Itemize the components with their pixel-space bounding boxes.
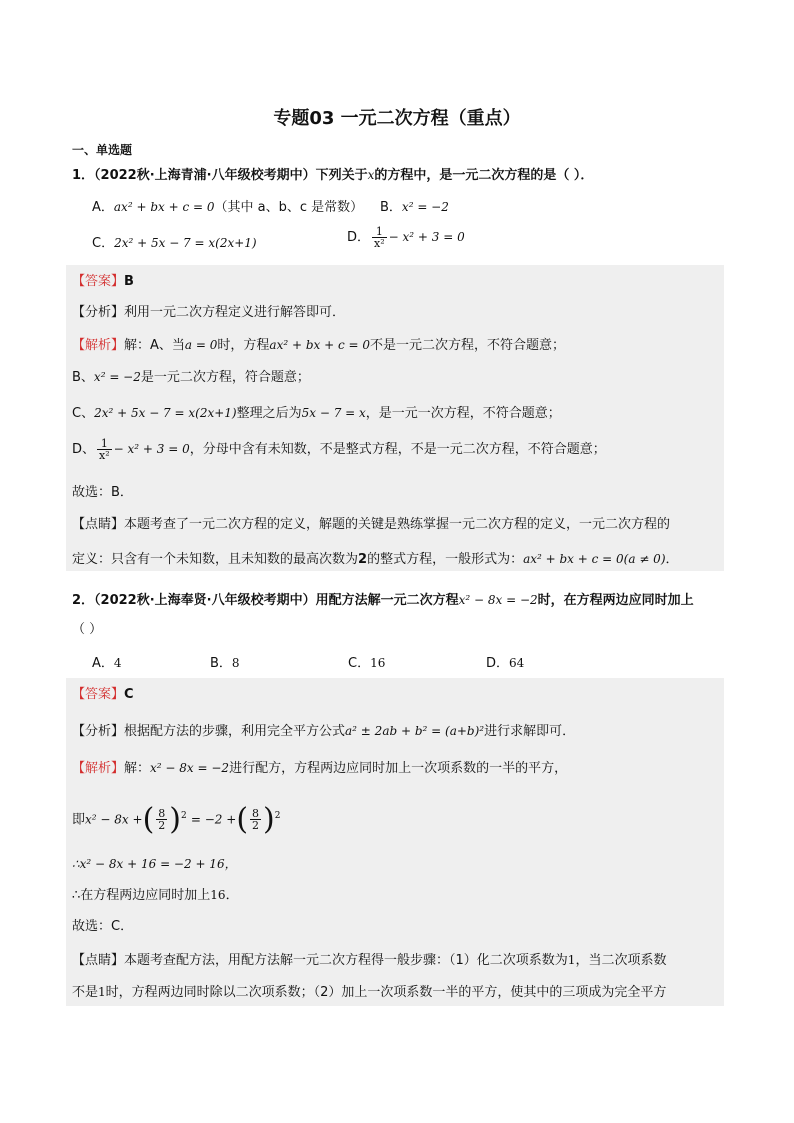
q1-solution-line4: D、 $\frac{1}{\text{x²}}$ − x² + 3 = 0，分母中含有未知数，不是整式方程，不是一元二次方程，不符合题意；: [72, 437, 606, 462]
q2-solution-line2: 即x² − 8x +( $\frac{8}{2}$ )$^2$ = −2 +( $\frac{8}{2}$ )$^2$: [72, 801, 281, 837]
q2-solution-line3: ∴x² − 8x + 16 = −2 + 16，: [72, 857, 237, 871]
q1-option-a: A．ax² + bx + c = 0（其中 a、b、c 是常数）: [92, 200, 364, 215]
q1-option-c: C．2x² + 5x − 7 = x(2x+1): [92, 236, 257, 251]
q2-stem-paren: （ ）: [72, 622, 103, 637]
q2-analysis: 【分析】根据配方法的步骤，利用完全平方公式a² ± 2ab + b² = (a+b)²进行求解即可．: [72, 724, 576, 739]
fraction: $\frac{1}{\text{x²}}$: [99, 437, 110, 462]
q1-solution-line3: C、2x² + 5x − 7 = x(2x+1)整理之后为5x − 7 = x，是一元一次方程，不符合题意；: [72, 406, 561, 421]
q2-stem: 2．（2022秋·上海奉贤·八年级校考期中）用配方法解一元二次方程x² − 8x = −2时，在方程两边应同时加上: [72, 593, 694, 608]
fraction: $\frac{1}{\text{x²}}$: [374, 225, 385, 250]
q1-solution-line2: B、x² = −2是一元二次方程，符合题意；: [72, 370, 310, 385]
q1-comment-line2: 定义：只含有一个未知数，且未知数的最高次数为2的整式方程，一般形式为：ax² + bx + c = 0(a ≠ 0)．: [72, 552, 679, 567]
q2-answer: 【答案】C: [72, 687, 134, 702]
q2-option-a: A．4: [92, 656, 122, 671]
q1-solution-line1: 【解析】解：A、当a = 0时，方程ax² + bx + c = 0不是一元二次方程，不符合题意；: [72, 338, 566, 353]
q2-solution-line1: 【解析】解：x² − 8x = −2进行配方，方程两边应同时加上一次项系数的一半的平方，: [72, 761, 568, 776]
q1-stem: 1．（2022秋·上海青浦·八年级校考期中）下列关于x的方程中，是一元二次方程的是（ ）．: [72, 168, 594, 183]
q2-option-c: C．16: [348, 656, 386, 671]
q1-option-b: B．x² = −2: [380, 200, 449, 215]
q1-analysis: 【分析】利用一元二次方程定义进行解答即可．: [72, 305, 346, 320]
q2-comment-line1: 【点睛】本题考查配方法，用配方法解一元二次方程得一般步骤：（1）化二次项系数为1，当二次项系数: [72, 953, 667, 968]
fraction: $\frac{8}{2}$: [158, 807, 166, 833]
fraction: $\frac{8}{2}$: [252, 807, 260, 833]
page-title: 专题03 一元二次方程（重点）: [273, 108, 521, 129]
q1-option-d: D． $\frac{1}{\text{x²}}$ − x² + 3 = 0: [347, 225, 465, 250]
q2-choose: 故选：C．: [72, 919, 134, 934]
q1-comment-line1: 【点睛】本题考查了一元二次方程的定义，解题的关键是熟练掌握一元二次方程的定义，一元二次方程的: [72, 517, 671, 532]
q1-choose: 故选：B．: [72, 485, 133, 500]
q1-answer: 【答案】B: [72, 274, 134, 289]
q2-option-b: B．8: [210, 656, 240, 671]
section-heading: 一、单选题: [72, 143, 133, 157]
q2-comment-line2: 不是1时，方程两边同时除以二次项系数；（2）加上一次项系数一半的平方，使其中的三项成为完全平方: [72, 985, 667, 1000]
q2-option-d: D．64: [486, 656, 525, 671]
q2-solution-line4: ∴在方程两边应同时加上16．: [72, 888, 239, 903]
